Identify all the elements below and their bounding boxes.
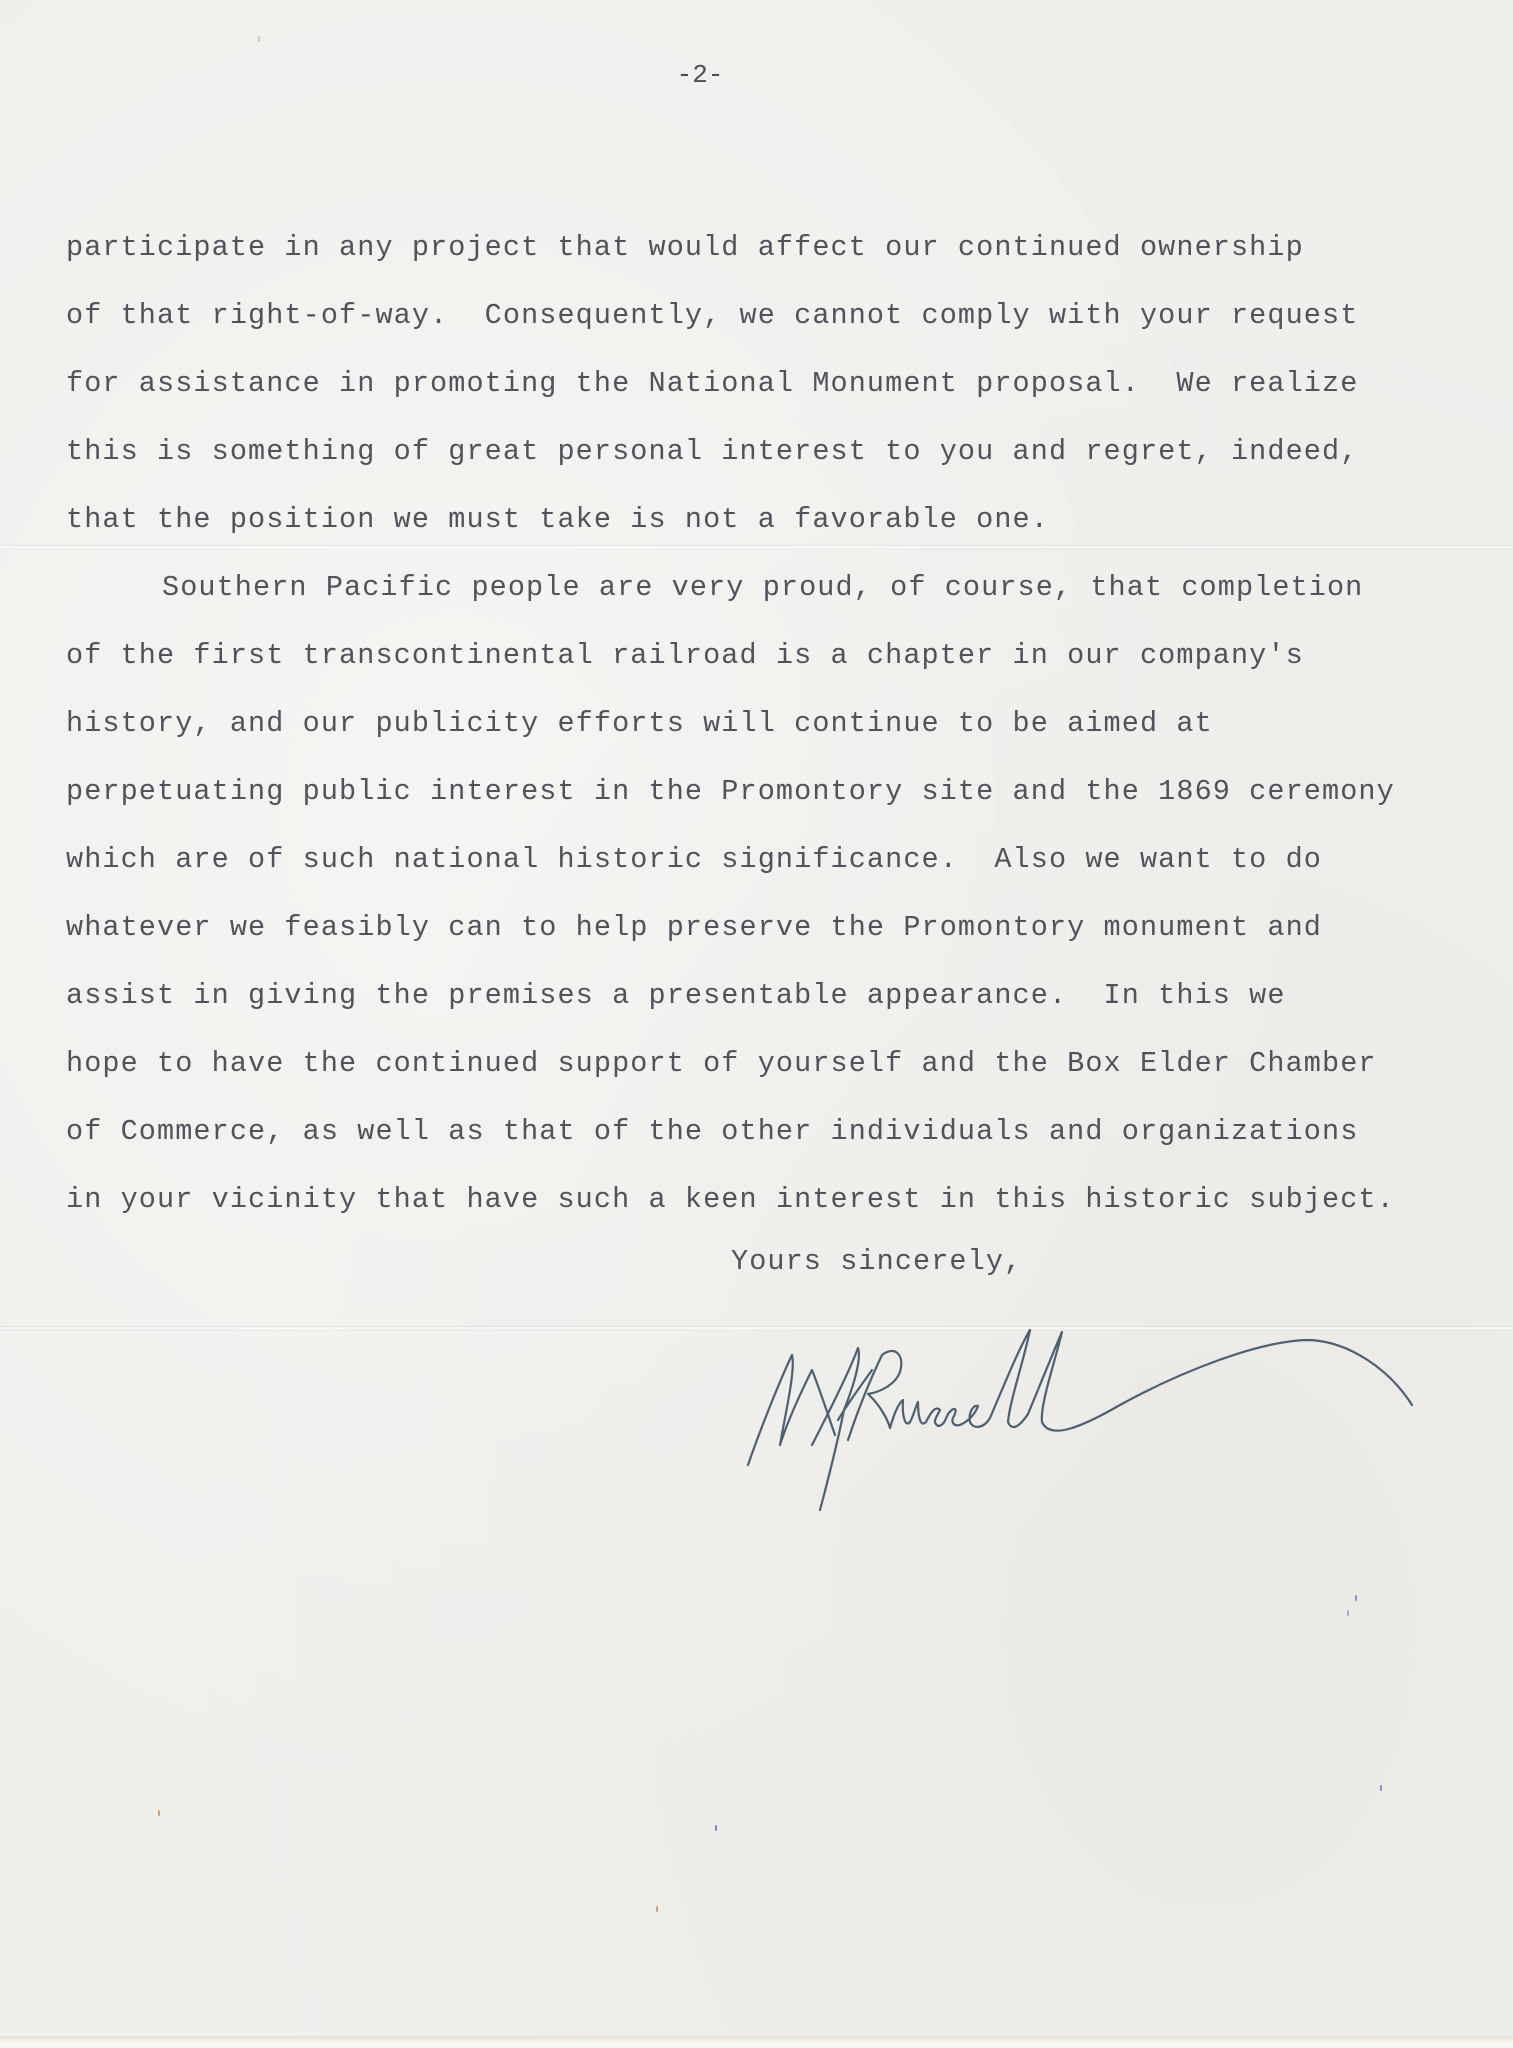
text-line: of Commerce, as well as that of the other individuals and organizations (66, 1115, 1359, 1148)
text-line: in your vicinity that have such a keen interest in this historic subject. (66, 1183, 1395, 1216)
text-line: participate in any project that would affect our continued ownership (66, 231, 1304, 264)
paragraph (66, 226, 1506, 566)
text-line: this is something of great personal interest to you and regret, indeed, (66, 435, 1359, 468)
paper-speck (1355, 1595, 1357, 1601)
text-line: Southern Pacific people are very proud, of course, that completion (162, 571, 1364, 604)
closing-salutation: Yours sincerely, (731, 1245, 1023, 1278)
letter-body (66, 226, 1506, 1246)
text-line: whatever we feasibly can to help preserve the Promontory monument and (66, 911, 1322, 944)
paper-speck (258, 36, 260, 42)
text-line: hope to have the continued support of yourself and the Box Elder Chamber (66, 1047, 1377, 1080)
paper-speck (1347, 1610, 1349, 1616)
text-line: of that right-of-way. Consequently, we cannot comply with your request (66, 299, 1359, 332)
text-line: that the position we must take is not a favorable one. (66, 503, 1049, 536)
paper-speck (1380, 1785, 1382, 1791)
text-line: for assistance in promoting the National Monument proposal. We realize (66, 367, 1359, 400)
page-number: -2- (676, 60, 724, 90)
text-line: assist in giving the premises a presentable appearance. In this we (66, 979, 1286, 1012)
signature (740, 1310, 1420, 1530)
paper-speck (715, 1825, 717, 1831)
signature-icon (740, 1310, 1420, 1530)
text-line: of the first transcontinental railroad is a chapter in our company's (66, 639, 1304, 672)
text-line: perpetuating public interest in the Promontory site and the 1869 ceremony (66, 775, 1395, 808)
text-line: history, and our publicity efforts will continue to be aimed at (66, 707, 1213, 740)
text-line: which are of such national historic significance. Also we want to do (66, 843, 1322, 876)
paper-edge (0, 2036, 1513, 2048)
paragraph (66, 566, 1506, 1246)
paper-speck (158, 1810, 160, 1816)
paper-speck (656, 1906, 658, 1912)
